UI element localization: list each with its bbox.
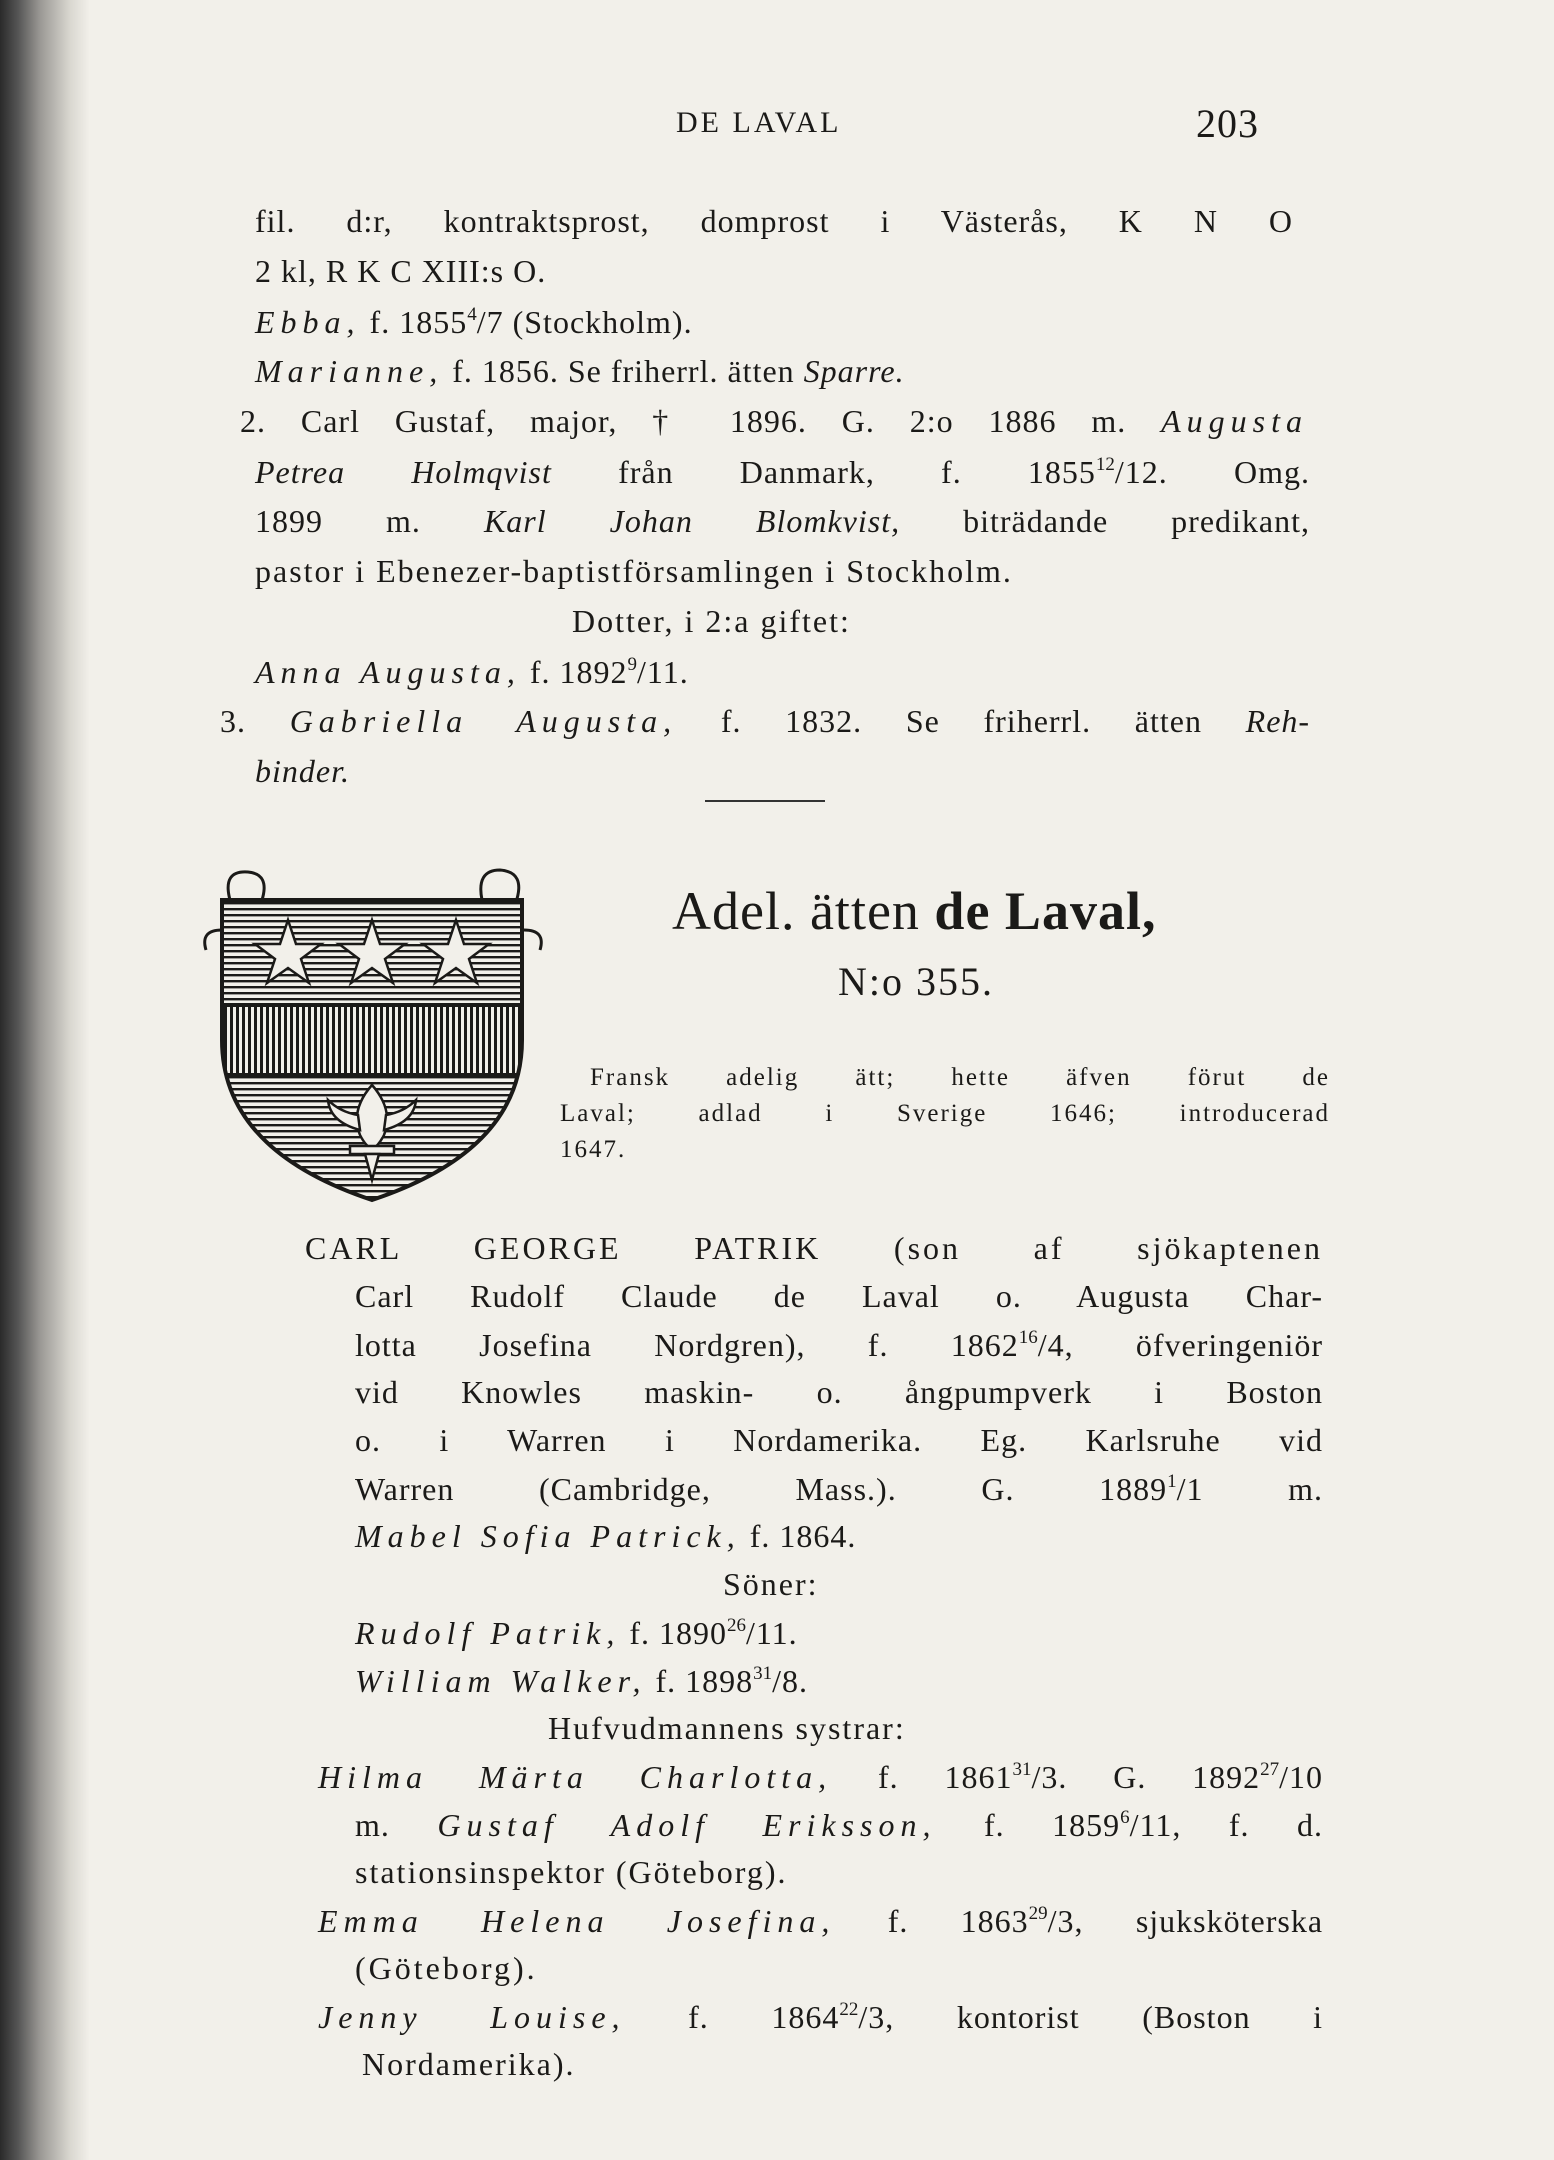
birth-date: f. 1890 — [629, 1615, 727, 1651]
person-name: Anna Augusta, — [255, 654, 521, 690]
text-span: från Danmark, f. 1855 — [618, 454, 1096, 490]
person-name: Emma Helena Josefina, — [318, 1903, 836, 1939]
intro-line: Laval; adlad i Sverige 1646; introducerad — [560, 1100, 1330, 1127]
text-line: Nordamerika). — [362, 2046, 576, 2082]
birth-date: f. 1864. — [749, 1518, 857, 1554]
person-name: Marianne, — [255, 353, 444, 389]
date-day: 22 — [839, 1999, 859, 2020]
date-day: 27 — [1260, 1759, 1280, 1780]
text-line — [255, 305, 693, 338]
text-line — [355, 1616, 798, 1649]
family-reference: Sparre. — [803, 353, 905, 389]
text-line — [220, 705, 1310, 737]
running-header: DE LAVAL — [676, 106, 842, 139]
birth-date: f. 1898 — [655, 1663, 754, 1699]
text-line: Carl Rudolf Claude de Laval o. Augusta Char- — [355, 1278, 1323, 1314]
intro-line: Fransk adelig ätt; hette äfven förut de — [590, 1064, 1330, 1091]
text-line: pastor i Ebenezer-baptistförsamlingen i Stockholm. — [255, 553, 1013, 589]
date-rest: /12. Omg. — [1114, 454, 1310, 490]
date-day: 31 — [753, 1663, 773, 1684]
person-name: Mabel Sofia Patrick, — [355, 1518, 741, 1554]
text-line: CARL GEORGE PATRIK (son af sjökaptenen — [305, 1230, 1323, 1266]
text-span: /4, öfveringeniör — [1037, 1327, 1324, 1363]
text-span: f. 1832. Se friherrl. ätten — [720, 703, 1202, 739]
text-line — [255, 455, 1310, 488]
family-intro — [560, 1060, 1330, 1168]
date-day: 16 — [1018, 1327, 1038, 1348]
date-rest: /11. — [637, 654, 689, 690]
birth-date: f. 1864 — [688, 1999, 840, 2035]
text-span: m. — [355, 1807, 390, 1843]
text-line — [355, 1472, 1323, 1505]
person-name: Gabriella Augusta, — [289, 703, 678, 739]
text-line: fil. d:r, kontraktsprost, domprost i Västerås, K N O — [255, 203, 1293, 239]
text-line — [255, 355, 905, 387]
person-name: Petrea Holmqvist — [255, 454, 552, 490]
text-line — [355, 1520, 856, 1552]
family-number: N:o 355. — [838, 959, 994, 1004]
section-divider — [705, 800, 825, 802]
page-number: 203 — [1196, 101, 1259, 146]
text-line — [318, 1904, 1323, 1937]
person-name: Karl Johan Blomkvist, — [483, 503, 901, 539]
text-line: 2 kl, R K C XIII:s O. — [255, 253, 547, 289]
date-day: 1 — [1167, 1471, 1177, 1492]
text-line — [355, 1808, 1323, 1841]
person-name: Augusta — [1161, 403, 1308, 439]
text-line — [355, 1328, 1323, 1361]
text-span: lotta Josefina Nordgren), f. 1862 — [355, 1327, 1019, 1363]
text-line — [255, 655, 689, 688]
date-day: 31 — [1012, 1759, 1032, 1780]
family-title — [672, 880, 1156, 942]
subheading-line: Hufvudmannens systrar: — [548, 1710, 906, 1746]
birth-date: f. 1892 — [529, 654, 628, 690]
date-rest: /3, kontorist (Boston i — [858, 1999, 1324, 2035]
date-day: 26 — [726, 1615, 746, 1636]
date-rest: /7 (Stockholm). — [476, 304, 693, 340]
text-line: o. i Warren i Nordamerika. Eg. Karlsruhe vid — [355, 1422, 1323, 1458]
birth-date: f. 1861 — [877, 1759, 1013, 1795]
date-day: 12 — [1095, 454, 1115, 475]
family-reference: Reh- — [1245, 703, 1311, 739]
text-line — [255, 505, 1310, 537]
text-line — [355, 1664, 808, 1697]
date-rest: /11. — [745, 1615, 798, 1651]
person-name: Ebba, — [255, 304, 361, 340]
family-title-prefix: Adel. ätten — [672, 881, 920, 941]
subheading-line: Söner: — [723, 1566, 819, 1602]
date-day: 4 — [467, 304, 477, 325]
text-span: Warren (Cambridge, Mass.). G. 1889 — [355, 1471, 1168, 1507]
text-line: (Göteborg). — [355, 1950, 538, 1986]
person-name: Rudolf Patrik, — [355, 1615, 621, 1651]
coat-of-arms-icon — [200, 860, 545, 1205]
person-name: Jenny Louise, — [318, 1999, 626, 2035]
date-rest: /3, sjuksköterska — [1047, 1903, 1324, 1939]
text-line — [318, 2000, 1323, 2033]
date-day: 6 — [1120, 1807, 1130, 1828]
person-name: Hilma Märta Charlotta, — [318, 1759, 833, 1795]
text-span: biträdande predikant, — [963, 503, 1311, 539]
person-name: William Walker, — [355, 1663, 647, 1699]
family-reference: binder. — [255, 753, 350, 789]
date-rest: /10 — [1279, 1759, 1324, 1795]
item-number: 3. — [220, 703, 246, 739]
family-title-name: de Laval, — [934, 881, 1157, 941]
text-span: /3. G. 1892 — [1031, 1759, 1261, 1795]
date-day: 9 — [627, 654, 638, 675]
subheading-line: Dotter, i 2:a giftet: — [572, 603, 851, 639]
text-line — [255, 755, 350, 787]
date-day: 29 — [1028, 1903, 1048, 1924]
date-rest: /11, f. d. — [1129, 1807, 1323, 1843]
text-line: vid Knowles maskin- o. ångpumpverk i Boston — [355, 1374, 1323, 1410]
birth-date: f. 1855 — [369, 304, 468, 340]
text-line — [240, 405, 1308, 437]
page-gutter-shadow — [0, 0, 90, 2160]
date-rest: /8. — [772, 1663, 809, 1699]
person-name: Gustaf Adolf Eriksson, — [437, 1807, 937, 1843]
text-line — [318, 1760, 1323, 1793]
birth-date: f. 1863 — [887, 1903, 1029, 1939]
birth-date: f. 1859 — [983, 1807, 1121, 1843]
intro-line: 1647. — [560, 1136, 627, 1163]
text-line: stationsinspektor (Göteborg). — [355, 1854, 788, 1890]
text-span: f. 1856. Se friherrl. ätten — [452, 353, 795, 389]
text-span: 1899 m. — [255, 503, 421, 539]
text-span: 2. Carl Gustaf, major, † 1896. G. 2:o 1886 m. — [240, 403, 1127, 439]
text-span: /1 m. — [1176, 1471, 1324, 1507]
